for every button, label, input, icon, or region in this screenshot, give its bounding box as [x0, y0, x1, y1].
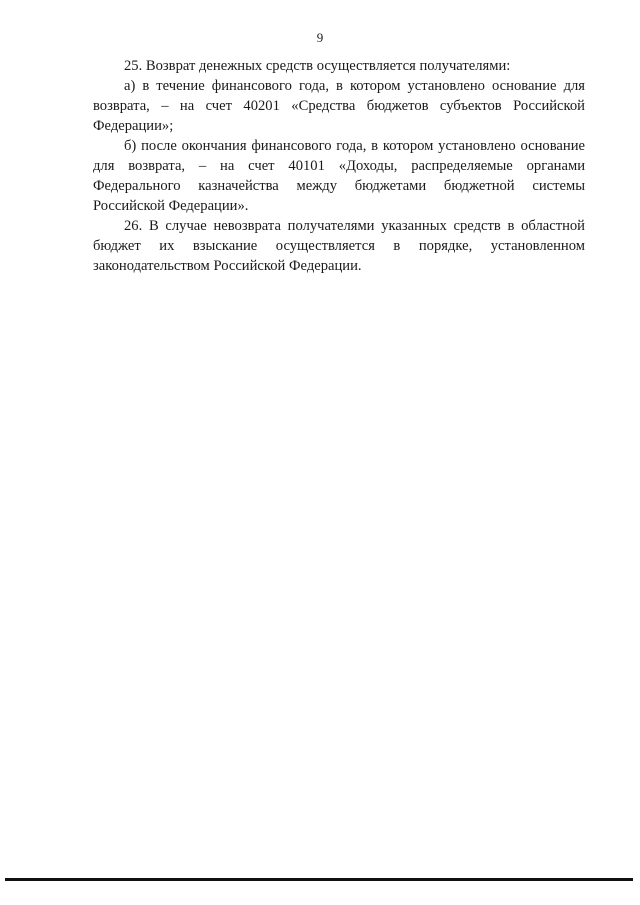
- bottom-divider: [5, 878, 633, 881]
- paragraph-25-item-b: б) после окончания финансового года, в котором установлено основание для возврата, – на счет 40101 «Доходы, распределяемые органами Федерального казначейства между бюджетами бюджетной системы Российской Федерации».: [93, 138, 585, 214]
- page-number: 9: [316, 30, 324, 45]
- paragraph-25-intro: 25. Возврат денежных средств осуществляется получателями:: [124, 58, 511, 74]
- document-body: [93, 56, 585, 276]
- paragraph-25-item-a: а) в течение финансового года, в котором установлено основание для возврата, – на счет 40201 «Средства бюджетов субъектов Российской Федерации»;: [93, 78, 585, 134]
- paragraph-26: 26. В случае невозврата получателями указанных средств в областной бюджет их взыскание осуществляется в порядке, установленном законодательством Российской Федерации.: [93, 218, 585, 274]
